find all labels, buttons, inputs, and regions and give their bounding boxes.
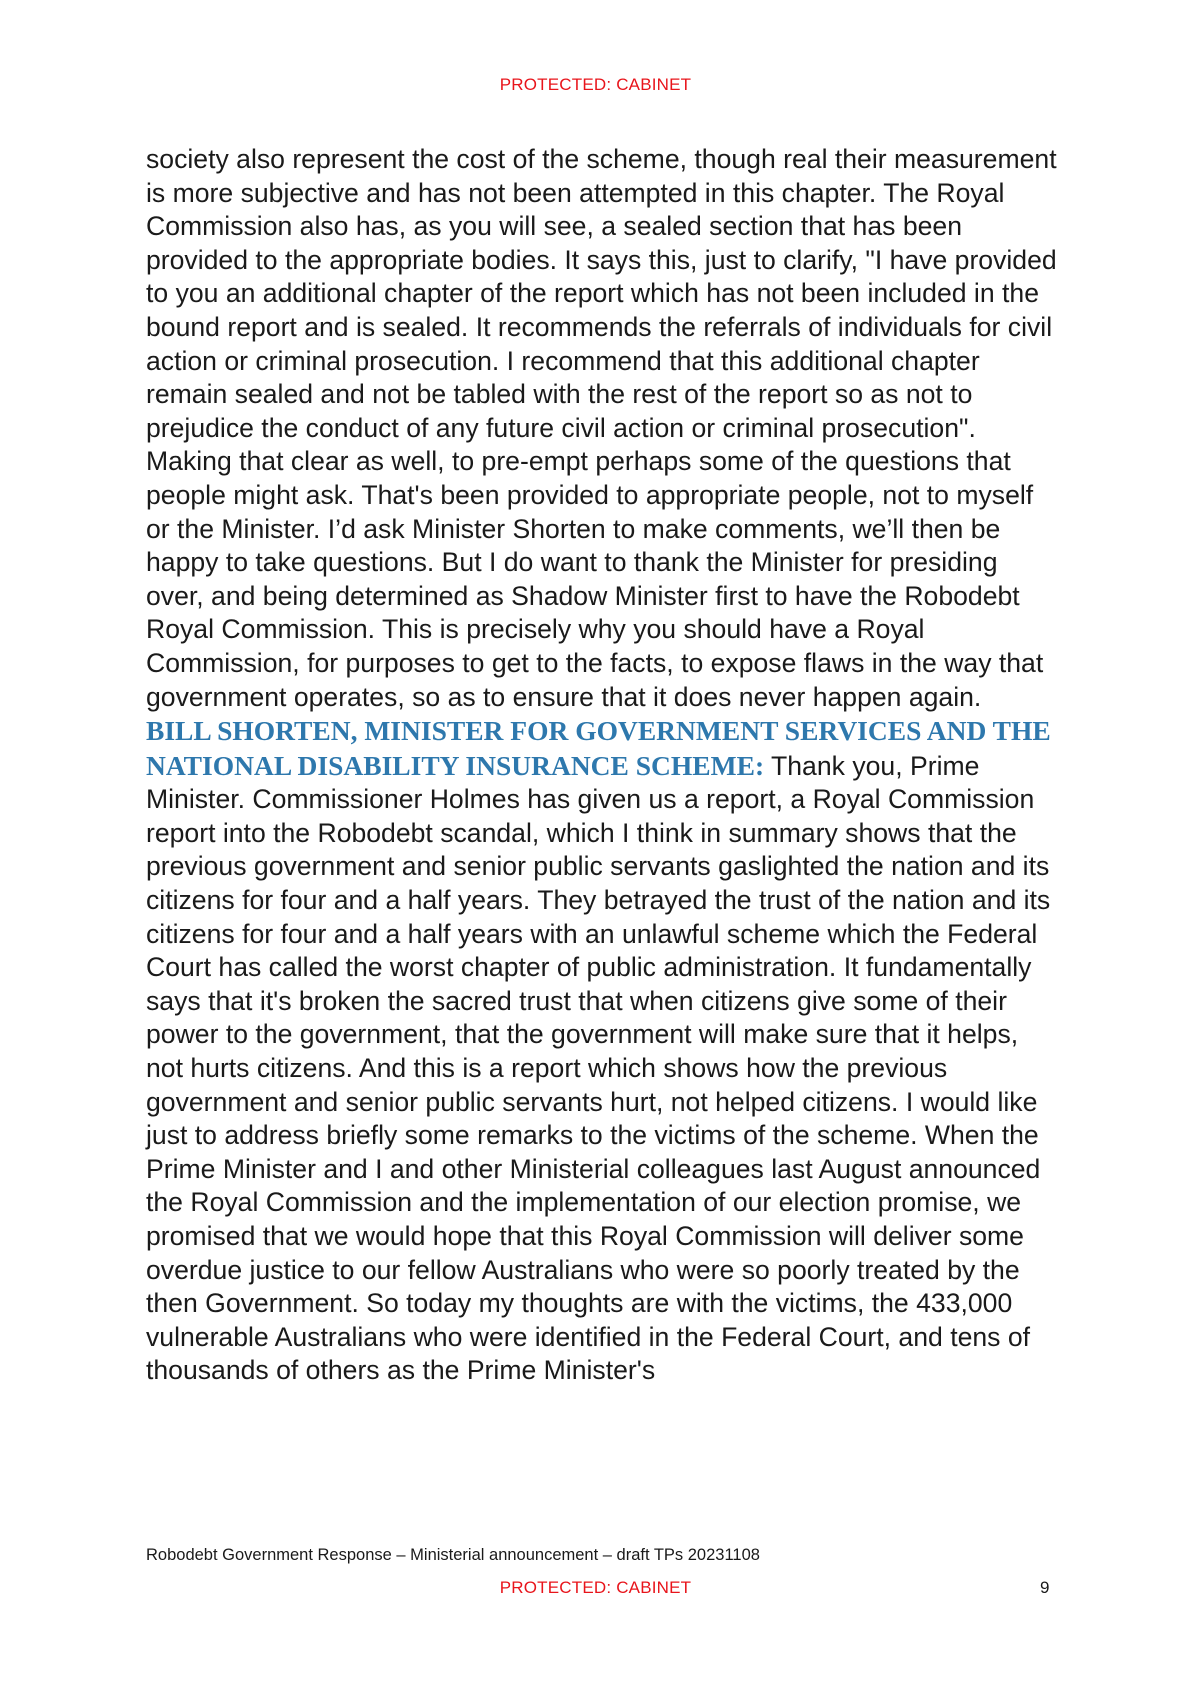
header-classification-marking: PROTECTED: CABINET (499, 75, 692, 94)
paragraph-text: society also represent the cost of the scheme, though real their measurement is more subjective and has not been attempted in this chapter. The Royal Commission also has, as you will see, a sealed section that has been provided to the appropriate bodies. It says this, just to clarify, "I have provided to you an additional chapter of the report which has not been included in the bound report and is sealed. It recommends the referrals of individuals for civil action or criminal prosecution. I recommend that this additional chapter remain sealed and not be tabled with the rest of the report so as not to prejudice the conduct of any future civil action or criminal prosecution". Making that clear as well, to pre-empt perhaps some of the questions that people might ask. That's been provided to appropriate people, not to myself or the Minister. I’d ask Minister Shorten to make comments, we’ll then be happy to take questions. But I do want to thank the Minister for presiding over, and being determined as Shadow Minister first to have the Robodebt Royal Commission. This is precisely why you should have a Royal Commission, for purposes to get to the facts, to expose flaws in the way that government operates, so as to ensure that it does never happen again. (146, 144, 1057, 712)
paragraph-text: Thank you, Prime Minister. Commissioner Holmes has given us a report, a Royal Commission report into the Robodebt scandal, which I think in summary shows that the previous government and senior public servants gaslighted the nation and its citizens for four and a half years. They betrayed the trust of the nation and its citizens for four and a half years with an unlawful scheme which the Federal Court has called the worst chapter of public administration. It fundamentally says that it's broken the sacred trust that when citizens give some of their power to the government, that the government will make sure that it helps, not hurts citizens. And this is a report which shows how the previous government and senior public servants hurt, not helped citizens. I would like just to address briefly some remarks to the victims of the scheme. When the Prime Minister and I and other Ministerial colleagues last August announced the Royal Commission and the implementation of our election promise, we promised that we would hope that this Royal Commission will deliver some overdue justice to our fellow Australians who were so poorly treated by the then Government. So today my thoughts are with the victims, the 433,000 vulnerable Australians who were identified in the Federal Court, and tens of thousands of others as the Prime Minister's (146, 750, 1051, 1386)
footer-classification-marking: PROTECTED: CABINET (499, 1578, 692, 1597)
transcript-body (146, 143, 1061, 1388)
transcript-paragraph (146, 143, 1061, 714)
page-number: 9 (1040, 1578, 1050, 1597)
footer-document-title: Robodebt Government Response – Ministerial announcement – draft TPs 20231108 (146, 1546, 760, 1564)
transcript-paragraph (146, 714, 1061, 1388)
speaker-name: BILL SHORTEN, MINISTER FOR GOVERNMENT SERVICES AND THE NATIONAL DISABILITY INSURANCE SCHEME: (146, 715, 1051, 781)
